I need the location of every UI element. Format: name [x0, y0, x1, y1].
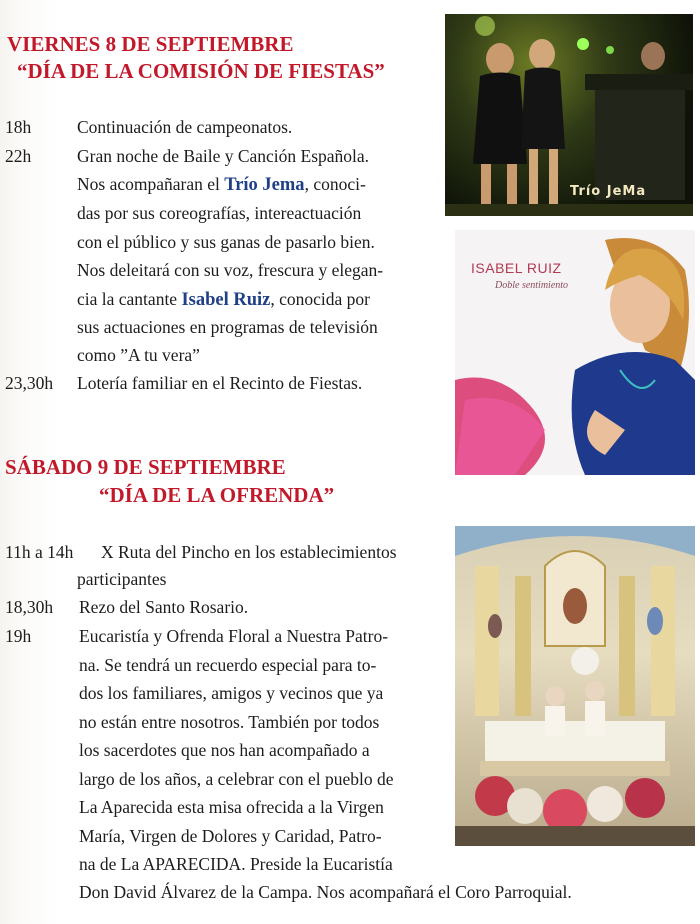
event-row	[0, 540, 450, 565]
event-desc-line: como ”A tu vera”	[77, 345, 200, 365]
event-time: 19h	[5, 626, 32, 646]
event-desc-line: los sacerdotes que nos han acompañado a	[79, 740, 370, 760]
event-desc-line	[77, 287, 370, 313]
desc-text: , conocida por	[270, 289, 370, 309]
event-row	[0, 371, 440, 396]
desc-text: cia la cantante	[77, 289, 182, 309]
event-desc-line: participantes	[77, 569, 167, 589]
event-time: 23,30h	[5, 373, 54, 393]
altar-scene-icon	[455, 526, 695, 846]
event-text: Lotería familiar en el Recinto de Fiestas.	[77, 373, 363, 393]
stage-scene-icon	[445, 14, 693, 216]
cd-subtitle: Doble sentimiento	[495, 280, 569, 291]
event-time: 11h a 14h	[5, 542, 74, 562]
event-desc-line: na de La APARECIDA. Preside la Eucaristía	[79, 854, 393, 874]
event-text: Continuación de campeonatos.	[77, 117, 293, 137]
event-time: 22h	[5, 146, 32, 166]
desc-text: , conoci-	[304, 174, 366, 194]
event-desc-line: María, Virgen de Dolores y Caridad, Patro-	[79, 826, 382, 846]
event-row	[0, 115, 440, 140]
event-time: 18,30h	[5, 597, 54, 617]
event-text: Rezo del Santo Rosario.	[79, 597, 249, 617]
cd-title: ISABEL RUIZ	[471, 260, 562, 276]
event-desc-line	[77, 172, 366, 198]
event-row	[0, 595, 450, 620]
event-row	[0, 624, 450, 649]
event-desc-line: largo de los años, a celebrar con el pueblo de	[79, 769, 394, 789]
isabel-ruiz-name: Isabel Ruiz	[181, 290, 271, 310]
event-desc-line: La Aparecida esta misa ofrecida a la Virgen	[79, 797, 384, 817]
event-text: X Ruta del Pincho en los establecimientos	[101, 542, 397, 562]
friday-heading: VIERNES 8 DE SEPTIEMBRE	[7, 32, 294, 56]
friday-subheading: “DÍA DE LA COMISIÓN DE FIESTAS”	[17, 59, 385, 83]
event-desc-line: no están entre nosotros. También por todos	[79, 712, 380, 732]
event-desc-line: con el público y sus ganas de pasarlo bien.	[77, 232, 375, 252]
event-desc-line: Nos deleitará con su voz, frescura y elegan-	[77, 260, 384, 280]
saturday-heading: SÁBADO 9 DE SEPTIEMBRE	[5, 455, 286, 479]
event-desc-line: dos los familiares, amigos y vecinos que ya	[79, 683, 384, 703]
trio-jema-name: Trío Jema	[224, 175, 305, 195]
isabel-ruiz-cd-photo	[455, 230, 695, 475]
trio-jema-photo	[445, 14, 693, 216]
event-text: Eucaristía y Ofrenda Floral a Nuestra Patro-	[79, 626, 389, 646]
desc-text: Nos acompañaran el	[77, 174, 225, 194]
event-text: Gran noche de Baile y Canción Española.	[77, 146, 370, 166]
event-desc-line: das por sus coreografías, intereactuación	[77, 203, 362, 223]
church-altar-photo	[455, 526, 695, 846]
trio-jema-caption: Trío JeMa	[570, 184, 647, 199]
saturday-subheading: “DÍA DE LA OFRENDA”	[99, 483, 335, 507]
event-time: 18h	[5, 117, 32, 137]
event-desc-line: sus actuaciones en programas de televisión	[77, 317, 378, 337]
event-desc-line: na. Se tendrá un recuerdo especial para to-	[79, 655, 377, 675]
event-row	[0, 144, 440, 169]
event-desc-line: Don David Álvarez de la Campa. Nos acompañará el Coro Parroquial.	[79, 882, 572, 902]
